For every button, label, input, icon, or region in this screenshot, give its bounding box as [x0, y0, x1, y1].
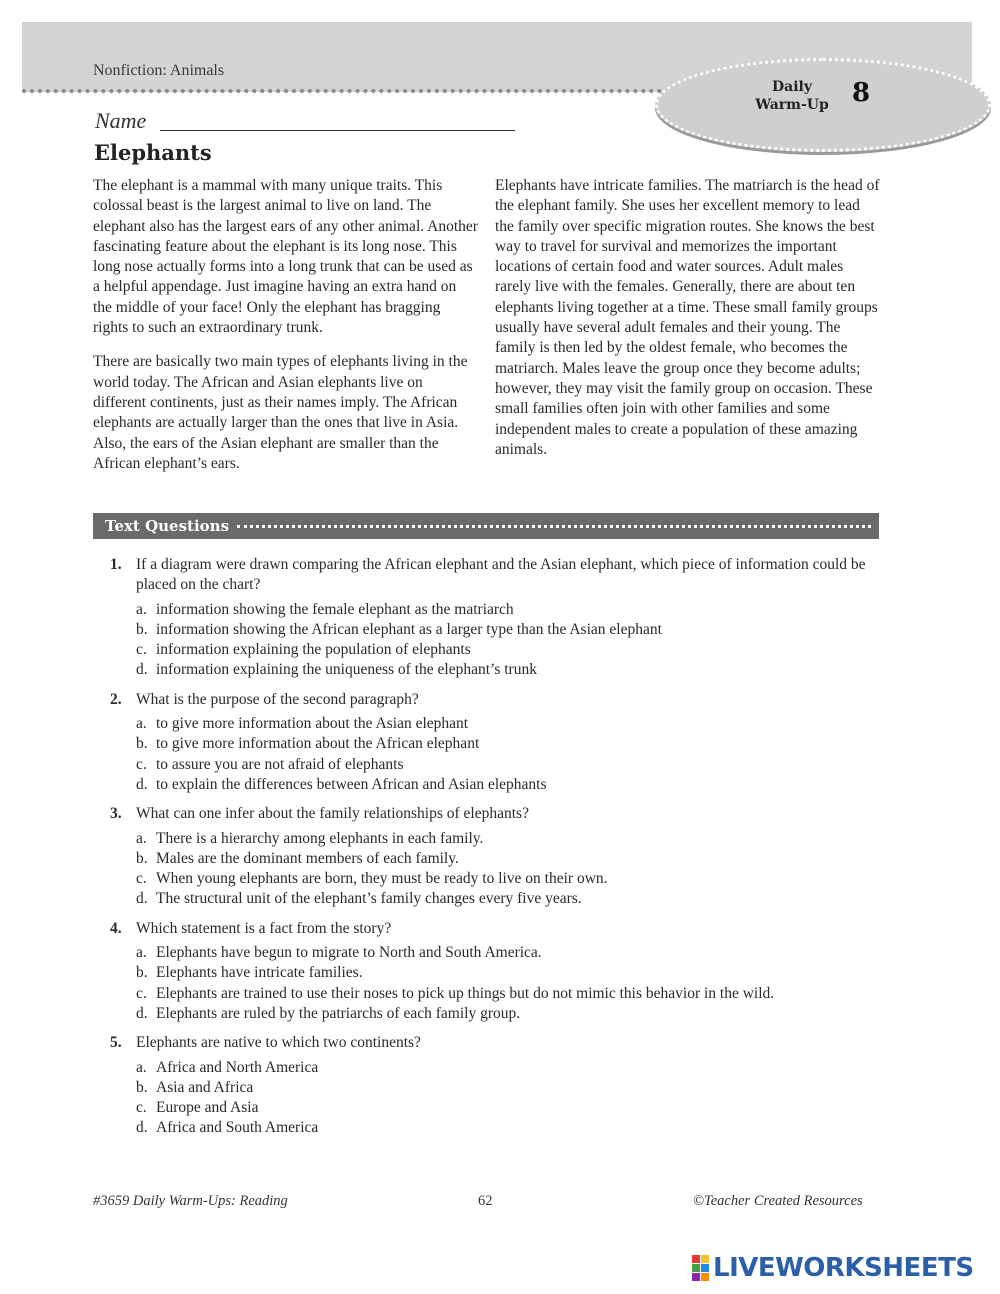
question-text: What is the purpose of the second paragraph?: [136, 690, 419, 708]
option-letter: c.: [136, 870, 147, 888]
question-number: 5.: [110, 1034, 122, 1052]
answer-option[interactable]: [136, 1004, 880, 1024]
passage-column-left: [93, 176, 479, 488]
liveworksheets-wordmark: LIVEWORKSHEETS: [713, 1253, 974, 1283]
option-letter: b.: [136, 620, 148, 638]
answer-option[interactable]: [136, 869, 880, 889]
option-text: Elephants have begun to migrate to North and South America.: [156, 944, 542, 962]
answer-option[interactable]: [136, 620, 880, 640]
answer-option[interactable]: [136, 1098, 880, 1118]
logo-square: [701, 1255, 709, 1263]
option-text: to give more information about the Asian elephant: [156, 715, 469, 733]
option-text: Males are the dominant members of each family.: [156, 849, 459, 867]
option-text: to give more information about the African elephant: [156, 735, 480, 753]
logo-square: [701, 1273, 709, 1281]
question: [110, 919, 880, 1024]
footer-book-title: #3659 Daily Warm-Ups: Reading: [93, 1193, 288, 1209]
questions-list: [110, 555, 880, 1148]
option-text: to explain the differences between African and Asian elephants: [156, 775, 547, 793]
question: [110, 1033, 880, 1138]
option-letter: a.: [136, 829, 147, 847]
liveworksheets-logo-icon: [692, 1255, 709, 1281]
answer-option[interactable]: [136, 755, 880, 775]
question-number: 2.: [110, 690, 122, 708]
answer-option[interactable]: [136, 1118, 880, 1138]
answer-option[interactable]: [136, 1058, 880, 1078]
option-letter: c.: [136, 755, 147, 773]
header-dotted-divider: [22, 89, 662, 93]
option-letter: b.: [136, 964, 148, 982]
name-label: Name: [95, 108, 147, 133]
passage-paragraph: Elephants have intricate families. The matriarch is the head of the elephant family. She uses her excellent memory to lead the family over specific migration routes. She knows the best way to travel for survival and memorizes the important locations of certain food and water sources. Adult males rarely live with the females. Generally, there are about ten elephants living together at a time. These small family groups usually have several adult females and their young. The family is then led by the oldest female, who becomes the matriarch. Males leave the group once they become adults; however, they may visit the family group on occasion. These small families often join with other families and some independent males to create a population of these amazing animals.: [495, 177, 880, 458]
option-letter: b.: [136, 849, 148, 867]
answer-option[interactable]: [136, 660, 880, 680]
option-text: When young elephants are born, they must be ready to live on their own.: [156, 870, 608, 888]
badge-number: 8: [852, 78, 871, 108]
name-input-line[interactable]: [160, 130, 515, 131]
option-letter: a.: [136, 600, 147, 618]
option-text: The structural unit of the elephant’s family changes every five years.: [156, 890, 582, 908]
section-label: Nonfiction: Animals: [93, 62, 225, 79]
option-text: Africa and North America: [156, 1058, 319, 1076]
answer-option[interactable]: [136, 984, 880, 1004]
answer-option[interactable]: [136, 829, 880, 849]
option-letter: a.: [136, 715, 147, 733]
question-number: 4.: [110, 919, 122, 937]
logo-square: [692, 1264, 700, 1272]
answer-option[interactable]: [136, 963, 880, 983]
option-letter: d.: [136, 1119, 148, 1137]
header-dots-divider: [237, 525, 871, 528]
answer-option[interactable]: [136, 1078, 880, 1098]
logo-square: [692, 1255, 700, 1263]
option-letter: c.: [136, 641, 147, 659]
answer-option[interactable]: [136, 849, 880, 869]
option-text: Elephants have intricate families.: [156, 964, 363, 982]
option-text: There is a hierarchy among elephants in each family.: [156, 829, 484, 847]
text-questions-label: Text Questions: [105, 517, 230, 535]
footer-publisher: ©Teacher Created Resources: [693, 1193, 863, 1209]
question-text: What can one infer about the family relationships of elephants?: [136, 805, 529, 823]
logo-square: [692, 1273, 700, 1281]
option-text: Europe and Asia: [156, 1099, 259, 1117]
answer-option[interactable]: [136, 734, 880, 754]
passage-column-right: [495, 176, 880, 474]
option-letter: a.: [136, 944, 147, 962]
option-text: Elephants are trained to use their noses to pick up things but do not mimic this behavior in the wild.: [156, 984, 775, 1002]
option-text: information explaining the uniqueness of the elephant’s trunk: [156, 661, 537, 679]
logo-square: [701, 1264, 709, 1272]
answer-option[interactable]: [136, 775, 880, 795]
question-text: Elephants are native to which two continents?: [136, 1034, 421, 1052]
text-questions-header: [93, 513, 879, 539]
option-text: to assure you are not afraid of elephants: [156, 755, 404, 773]
badge-line-2: Warm-Up: [755, 97, 829, 113]
page-title: Elephants: [94, 140, 212, 165]
option-letter: a.: [136, 1058, 147, 1076]
answer-option[interactable]: [136, 600, 880, 620]
question-text: Which statement is a fact from the story?: [136, 919, 392, 937]
answer-option[interactable]: [136, 943, 880, 963]
option-letter: c.: [136, 1099, 147, 1117]
question: [110, 690, 880, 795]
question: [110, 804, 880, 909]
question-text: If a diagram were drawn comparing the African elephant and the Asian elephant, which piece of information could be placed on the chart?: [136, 556, 866, 594]
option-letter: c.: [136, 984, 147, 1002]
option-letter: b.: [136, 1078, 148, 1096]
badge-label: [742, 78, 842, 114]
answer-option[interactable]: [136, 889, 880, 909]
option-letter: d.: [136, 661, 148, 679]
option-letter: b.: [136, 735, 148, 753]
question-number: 1.: [110, 556, 122, 573]
answer-option[interactable]: [136, 640, 880, 660]
option-text: information showing the female elephant as the matriarch: [156, 600, 514, 618]
answer-option[interactable]: [136, 714, 880, 734]
option-letter: d.: [136, 775, 148, 793]
passage-paragraph: The elephant is a mammal with many unique traits. This colossal beast is the largest animal to live on land. The elephant also has the largest ears of any other animal. Another fascinating feature about the elephant is its long nose. This long nose actually forms into a long trunk that can be used as a helpful appendage. Just imagine having an extra hand on the middle of your face! Only the elephant has bragging rights to such an extraordinary trunk.: [93, 177, 478, 337]
option-text: Asia and Africa: [156, 1078, 254, 1096]
footer-page-number: 62: [478, 1193, 493, 1209]
badge-line-1: Daily: [772, 79, 812, 95]
option-text: Africa and South America: [156, 1119, 319, 1137]
question-number: 3.: [110, 805, 122, 823]
option-text: Elephants are ruled by the patriarchs of each family group.: [156, 1004, 521, 1022]
option-letter: d.: [136, 1004, 148, 1022]
question: [110, 555, 880, 681]
option-letter: d.: [136, 890, 148, 908]
liveworksheets-watermark[interactable]: [692, 1253, 974, 1283]
passage-paragraph: There are basically two main types of elephants living in the world today. The African and Asian elephants live on different continents, just as their names imply. The African elephants are actually larger than the ones that live in Asia. Also, the ears of the Asian elephant are smaller than the African elephant’s ears.: [93, 353, 468, 472]
option-text: information showing the African elephant as a larger type than the Asian elephant: [156, 620, 662, 638]
option-text: information explaining the population of elephants: [156, 641, 471, 659]
